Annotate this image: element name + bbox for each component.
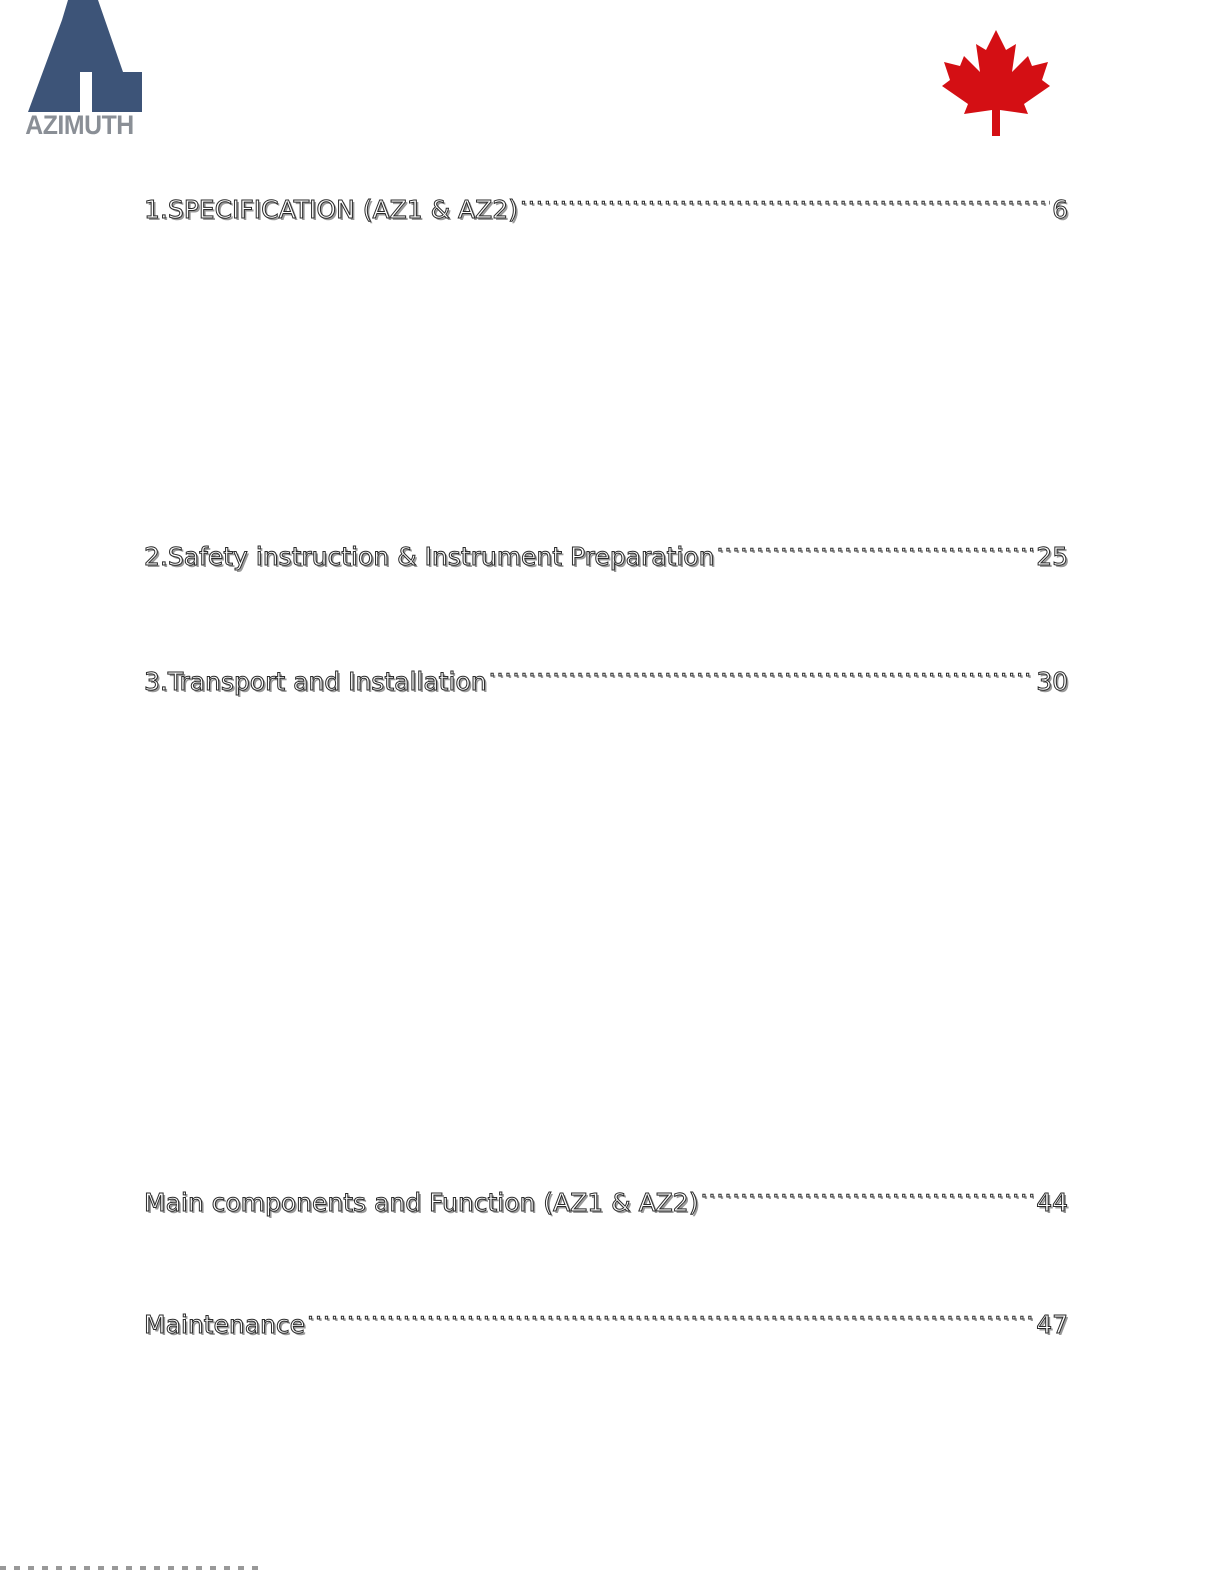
toc-leader-dots bbox=[520, 178, 1050, 218]
toc-entry-page: 44 bbox=[1036, 1188, 1068, 1217]
toc-entry-page: 6 bbox=[1052, 195, 1068, 224]
toc-entry-page: 30 bbox=[1036, 667, 1068, 696]
toc-entry-page: 25 bbox=[1036, 542, 1068, 571]
toc-entry-safety[interactable] bbox=[144, 525, 1068, 571]
toc-entry-specification[interactable] bbox=[144, 178, 1068, 224]
toc-entry-title: Main components and Function (AZ1 & AZ2) bbox=[144, 1188, 699, 1217]
toc-leader-dots bbox=[700, 1171, 1034, 1211]
maple-leaf-icon bbox=[938, 28, 1054, 140]
page-footer-strip bbox=[0, 1566, 260, 1570]
toc-entry-main-components[interactable] bbox=[144, 1171, 1068, 1217]
toc-entry-maintenance[interactable] bbox=[144, 1293, 1068, 1339]
toc-entry-transport[interactable] bbox=[144, 650, 1068, 696]
toc-leader-dots bbox=[489, 650, 1035, 690]
toc-leader-dots bbox=[307, 1293, 1034, 1333]
azimuth-logo-mark-icon bbox=[22, 0, 147, 115]
azimuth-logo bbox=[22, 0, 147, 142]
logo-wordmark: AZIMUTH bbox=[25, 110, 134, 140]
toc-entry-title: 3.Transport and Installation bbox=[144, 667, 487, 696]
toc-entry-title: Maintenance bbox=[144, 1310, 305, 1339]
toc-entry-title: 2.Safety instruction & Instrument Preparation bbox=[144, 542, 715, 571]
toc-entry-title: 1.SPECIFICATION (AZ1 & AZ2) bbox=[144, 195, 518, 224]
toc-leader-dots bbox=[716, 525, 1034, 565]
toc-entry-page: 47 bbox=[1036, 1310, 1068, 1339]
